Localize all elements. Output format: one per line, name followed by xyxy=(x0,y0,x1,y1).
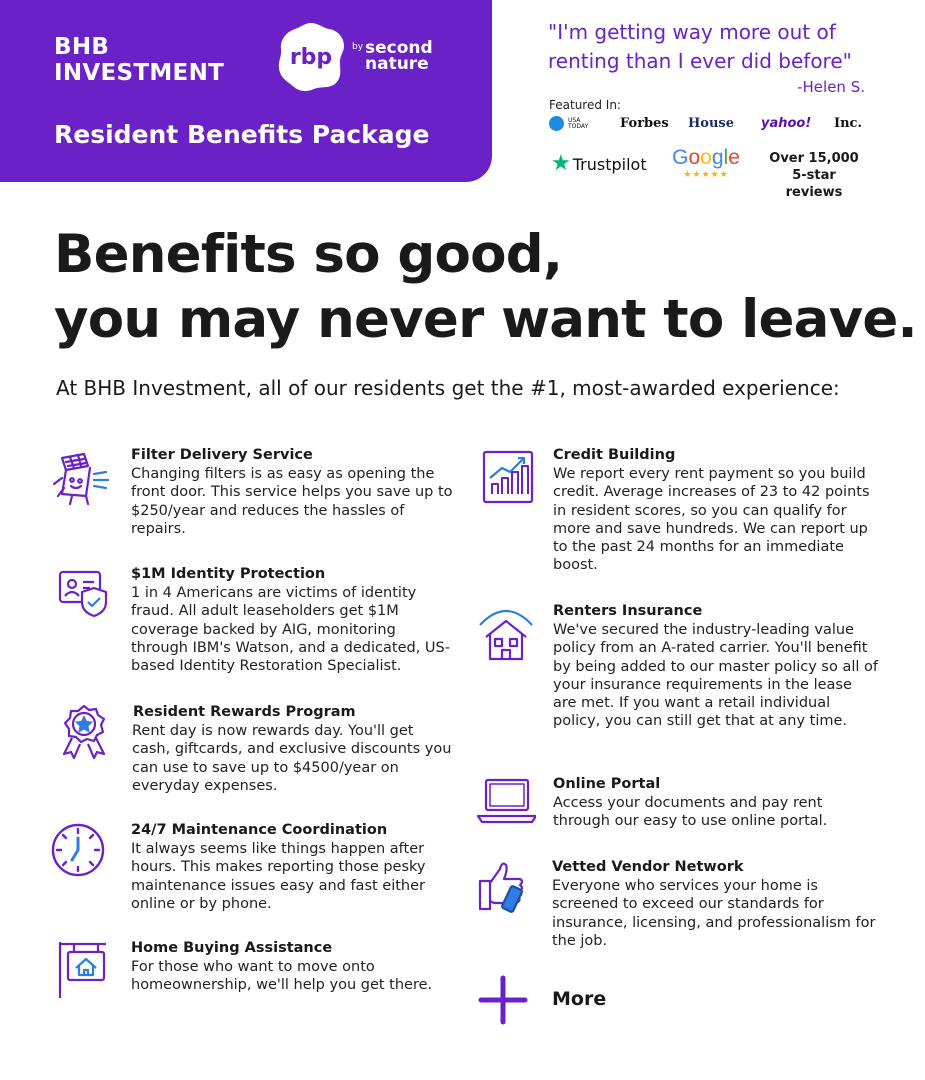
benefit-desc: Access your documents and pay rent through our easy to use online portal. xyxy=(553,795,828,830)
package-title: Resident Benefits Package xyxy=(54,120,430,149)
benefit-title: Online Portal xyxy=(553,776,661,792)
house-umbrella-icon xyxy=(476,603,536,663)
benefit-desc: Changing filters is as easy as opening the front door. This service helps you save up to $250/year and reduces the hassles of repairs. xyxy=(131,466,453,537)
review-count: Over 15,000 5-star reviews xyxy=(769,151,859,200)
benefit-desc: Rent day is now rewards day. You'll get cash, giftcards, and exclusive discounts you can use to save up to $4500/year on everyday expenses. xyxy=(132,723,452,794)
company-name: BHB INVESTMENT xyxy=(54,34,225,86)
award-ribbon-icon xyxy=(54,702,114,762)
google-wordmark: Google xyxy=(672,146,740,169)
benefit-title: 24/7 Maintenance Coordination xyxy=(131,822,388,838)
benefit-title: Filter Delivery Service xyxy=(131,447,313,463)
trustpilot-badge xyxy=(551,151,647,176)
benefit-title: Renters Insurance xyxy=(553,603,703,619)
press-yahoo: yahoo! xyxy=(761,116,812,131)
benefit-filter-delivery xyxy=(48,446,458,546)
partner-by: by xyxy=(352,42,364,52)
featured-label: Featured In: xyxy=(549,98,621,112)
benefit-online-portal xyxy=(476,774,896,844)
testimonial-quote: "I'm getting way more out of renting than I ever did before" xyxy=(548,20,852,73)
benefit-renters-insurance xyxy=(476,601,896,761)
google-badge xyxy=(671,146,741,180)
benefit-desc: For those who want to move onto homeownership, we'll help you get there. xyxy=(131,959,433,994)
press-forbes: Forbes xyxy=(620,116,669,131)
usa-today-dot-icon xyxy=(549,116,564,131)
benefit-desc: We report every rent payment so you build credit. Average increases of 23 to 42 points in resident scores, so you can qualify for more and save hundreds. We can report up to the past 24 months for an immediate boost. xyxy=(553,466,870,574)
benefit-credit-building xyxy=(476,446,896,586)
filter-box-icon xyxy=(50,448,110,508)
benefit-title: $1M Identity Protection xyxy=(131,566,326,582)
benefit-title: Home Buying Assistance xyxy=(131,940,333,956)
intro-text: At BHB Investment, all of our residents get the #1, most-awarded experience: xyxy=(56,376,840,400)
more-label: More xyxy=(552,988,607,1010)
google-stars: ★★★★★ xyxy=(683,170,729,180)
benefit-desc: It always seems like things happen after hours. This makes reporting those pesky maintenance issues easy and fast either online or by phone. xyxy=(131,841,426,912)
partner-name: second nature xyxy=(365,38,433,74)
benefit-desc: We've secured the industry-leading value policy from an A-rated carrier. You'll benefit by being added to our master policy so all of your insurance requirements in the lease are met. If you want a retail individual policy, you can still get that at any time. xyxy=(553,622,878,730)
rbp-logo-text: rbp xyxy=(289,44,333,70)
benefit-desc: 1 in 4 Americans are victims of identity fraud. All adult leaseholders get $1M coverage backed by AIG, monitoring through IBM's Watson, and a dedicated, US-based Identity Restoration Specialist. xyxy=(131,585,450,675)
clock-icon xyxy=(48,820,108,880)
testimonial-author: -Helen S. xyxy=(797,78,865,96)
usa-today-label: USA TODAY xyxy=(568,116,589,130)
id-shield-icon xyxy=(50,564,110,624)
benefit-resident-rewards xyxy=(48,702,458,802)
headline: Benefits so good, you may never want to leave. xyxy=(54,224,917,350)
benefit-home-buying xyxy=(48,938,458,1008)
benefit-title: Resident Rewards Program xyxy=(133,704,356,720)
benefit-title: Credit Building xyxy=(553,447,676,463)
press-usa-today xyxy=(549,116,590,131)
benefit-maintenance xyxy=(48,820,458,920)
press-house: House xyxy=(688,116,734,131)
rbp-logo xyxy=(274,20,348,94)
trustpilot-label: Trustpilot xyxy=(572,154,647,174)
benefit-vendor-network xyxy=(476,857,896,957)
home-sign-icon xyxy=(54,938,114,998)
plus-icon xyxy=(478,975,528,1025)
benefit-title: Vetted Vendor Network xyxy=(552,859,744,875)
benefit-identity-protection xyxy=(48,564,458,684)
press-inc: Inc. xyxy=(834,116,862,131)
trustpilot-star-icon: ★ xyxy=(551,151,571,176)
brand-header xyxy=(0,0,492,182)
growth-chart-icon xyxy=(478,448,538,508)
benefit-desc: Everyone who services your home is screened to exceed our standards for insurance, licensing, and professionalism for the job. xyxy=(552,878,876,949)
laptop-icon xyxy=(476,774,536,834)
thumbs-up-icon xyxy=(476,857,536,917)
